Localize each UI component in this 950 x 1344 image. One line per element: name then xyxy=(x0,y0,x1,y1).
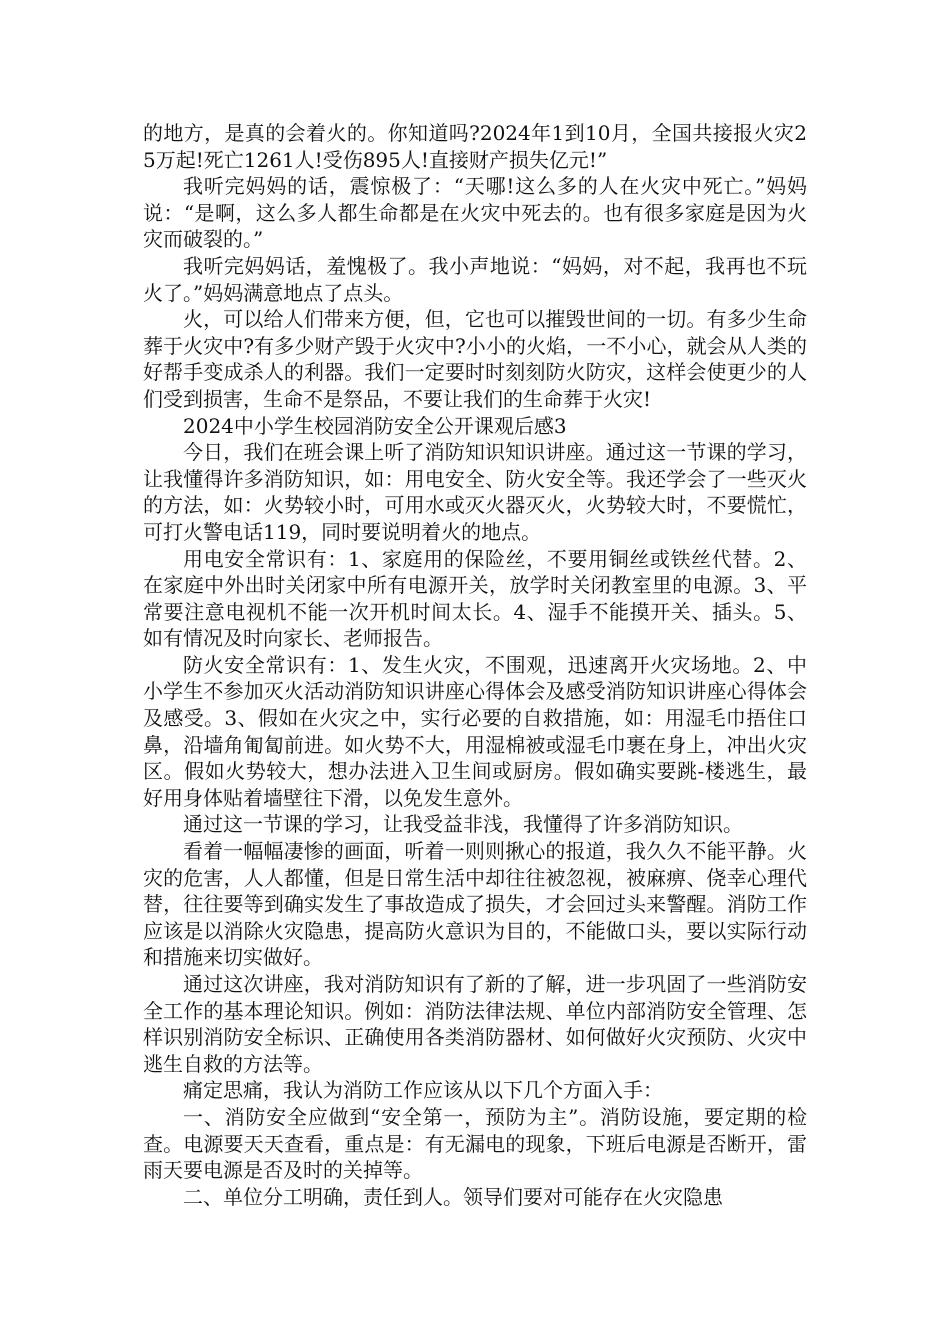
paragraph: 我听完妈妈话，羞愧极了。我小声地说：“妈妈，对不起，我再也不玩火了。”妈妈满意地点了点头。 xyxy=(143,253,807,305)
paragraph: 火，可以给人们带来方便，但，它也可以摧毁世间的一切。有多少生命葬于火灾中?有多少财产毁于火灾中?小小的火焰，一不小心，就会从人类的好帮手变成杀人的利器。我们一定要时时刻刻防火防灾，这样会使更少的人们受到损害，生命不是祭品，不要让我们的生命葬于火灾! xyxy=(143,307,807,411)
paragraph: 痛定思痛，我认为消防工作应该从以下几个方面入手： xyxy=(183,1078,663,1103)
paragraph: 看着一幅幅凄惨的画面，听着一则则揪心的报道，我久久不能平静。火灾的危害，人人都懂，但是日常生活中却往往被忽视，被麻痹、侥幸心理代替，往往要等到确实发生了事故造成了损失，才会回过头来警醒。消防工作应该是以消除火灾隐患，提高防火意识为目的，不能做口头，要以实际行动和措施来切实做好。 xyxy=(143,839,807,970)
section-heading: 2024中小学生校园消防安全公开课观后感3 xyxy=(183,413,567,438)
paragraph: 今日，我们在班会课上听了消防知识知识讲座。通过这一节课的学习，让我懂得许多消防知识，如：用电安全、防火安全等。我还学会了一些灭火的方法，如：火势较小时，可用水或灭火器灭火，火势较大时，不要慌忙，可打火警电话119，同时要说明着火的地点。 xyxy=(143,440,807,544)
paragraph: 用电安全常识有：1、家庭用的保险丝，不要用铜丝或铁丝代替。2、在家庭中外出时关闭家中所有电源开关，放学时关闭教室里的电源。3、平常要注意电视机不能一次开机时间太长。4、湿手不能摸开关、插头。5、如有情况及时向家长、老师报告。 xyxy=(143,546,807,651)
paragraph-continuation: 的地方，是真的会着火的。你知道吗?2024年1到10月，全国共接报火灾25万起!死亡1261人!受伤895人!直接财产损失亿元!” xyxy=(143,121,807,172)
paragraph: 通过这次讲座，我对消防知识有了新的了解，进一步巩固了一些消防安全工作的基本理论知识。例如：消防法律法规、单位内部消防安全管理、怎样识别消防安全标识、正确使用各类消防器材、如何做好火灾预防、火灾中逃生自救的方法等。 xyxy=(143,972,807,1076)
paragraph: 二、单位分工明确，责任到人。领导们要对可能存在火灾隐患 xyxy=(183,1184,723,1209)
paragraph: 防火安全常识有：1、发生火灾，不围观，迅速离开火灾场地。2、中小学生不参加灭火活动消防知识讲座心得体会及感受消防知识讲座心得体会及感受。3、假如在火灾之中，实行必要的自救措施，如：用湿毛巾捂住口鼻，沿墙角匍匐前进。如火势不大，用湿棉被或湿毛巾裹在身上，冲出火灾区。假如火势较大，想办法进入卫生间或厨房。假如确实要跳-楼逃生，最好用身体贴着墙壁往下滑，以免发生意外。 xyxy=(143,652,807,810)
paragraph: 通过这一节课的学习，让我受益非浅，我懂得了许多消防知识。 xyxy=(183,812,743,837)
document-body xyxy=(143,120,807,1210)
paragraph: 一、消防安全应做到“安全第一，预防为主”。消防设施，要定期的检查。电源要天天查看，重点是：有无漏电的现象，下班后电源是否断开，雷雨天要电源是否及时的关掉等。 xyxy=(143,1104,807,1183)
paragraph: 我听完妈妈的话，震惊极了：“天哪!这么多的人在火灾中死亡。”妈妈说：“是啊，这么多人都生命都是在火灾中死去的。也有很多家庭是因为火灾而破裂的。” xyxy=(143,174,807,252)
